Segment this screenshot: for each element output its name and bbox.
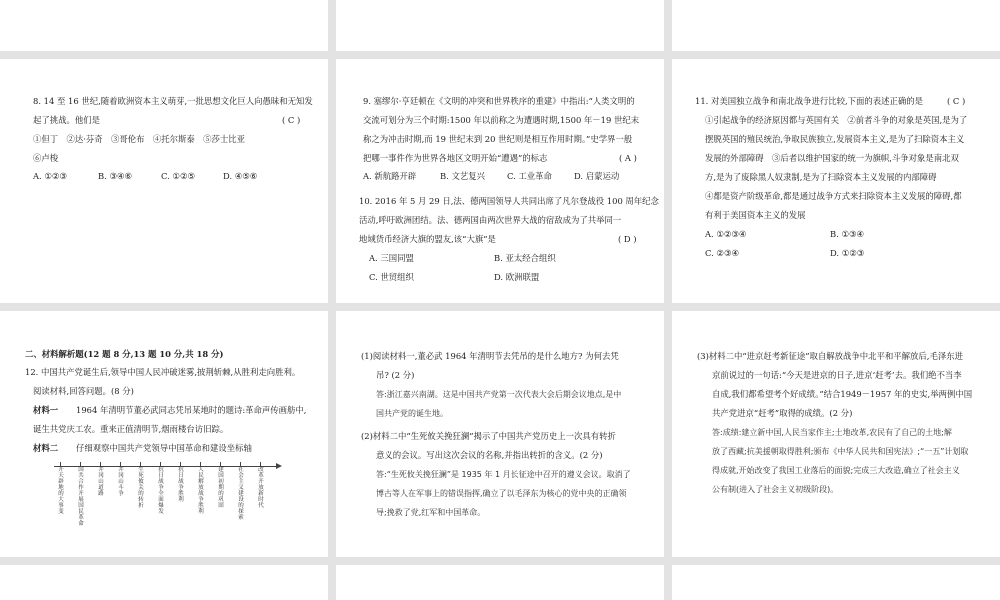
q11-line-6: ④都是资产阶级革命,都是通过战争方式来扫除资本主义发展的障碍,都 xyxy=(705,191,962,201)
page-card-top-right xyxy=(672,0,1000,51)
timeline-arrow-icon xyxy=(276,463,282,469)
q9-line-1: 9. 塞缪尔·亨廷顿在《文明的冲突和世界秩序的重建》中指出:“人类文明的 xyxy=(363,96,635,106)
q10-option-a: A. 三国同盟 xyxy=(369,253,414,263)
q10-option-b: B. 亚太经合组织 xyxy=(494,253,556,263)
sub3-answer-line-4: 公有制(进入了社会主义初级阶段)。 xyxy=(712,485,839,494)
q8-items-line-2: ⑥卢梭 xyxy=(33,153,59,163)
q10-line-2: 活动,呼吁欧洲团结。法、德两国由两次世界大战的宿敌成为了共举同一 xyxy=(359,215,622,225)
q8-line-2: 起了挑战。他们是 xyxy=(33,115,100,125)
q11-option-a: A. ①②③④ xyxy=(705,229,747,239)
q8-option-c: C. ①②⑤ xyxy=(161,171,195,181)
page-card-questions-9-10 xyxy=(336,59,664,303)
timeline-label: 改革开放新时代 xyxy=(258,467,264,509)
q10-answer: ( D ) xyxy=(618,234,637,244)
q8-option-d: D. ④⑤⑥ xyxy=(223,171,258,181)
q10-option-d: D. 欧洲联盟 xyxy=(494,272,540,282)
q11-line-5: 方,是为了废除黑人奴隶制,是为了扫除资本主义发展的内部障碍 xyxy=(705,172,937,182)
page-card-subquestion-3 xyxy=(672,311,1000,557)
page-card-question-12 xyxy=(0,311,328,557)
q10-line-3: 地域货币经济大旗的盟友,该“大旗”是 xyxy=(359,234,496,244)
q12-line-1: 12. 中国共产党诞生后,领导中国人民冲破迷雾,披荆斩棘,从胜利走向胜利。 xyxy=(25,367,301,377)
sub1-question-line-2: 吊? (2 分) xyxy=(376,370,415,380)
q10-option-c: C. 世贸组织 xyxy=(369,272,414,282)
q9-option-b: B. 文艺复兴 xyxy=(440,171,485,181)
material-1-line-2: 诞生共党庆工农。重来正值清明节,烟雨楼台访旧踪。 xyxy=(33,424,229,434)
sub1-answer-line-2: 国共产党的诞生地。 xyxy=(376,409,448,418)
q9-line-2: 交流可划分为三个时期:1500 年以前称之为遭遇时期,1500 年－19 世纪末 xyxy=(363,115,640,125)
page-card-question-11 xyxy=(672,59,1000,303)
page-card-top-middle xyxy=(336,0,664,51)
page-card-subquestions-1-2 xyxy=(336,311,664,557)
q9-option-c: C. 工业革命 xyxy=(507,171,552,181)
sub3-answer-line-1: 答:成绩:建立新中国,人民当家作主;土地改革,农民有了自己的土地;解 xyxy=(712,428,952,437)
sub2-question-line-2: 意义的会议。写出这次会议的名称,并指出转折的含义。(2 分) xyxy=(376,450,603,460)
q8-option-a: A. ①②③ xyxy=(33,171,67,181)
timeline-label: 生死攸关的转折 xyxy=(138,467,144,509)
sub2-answer-line-2: 博古等人在军事上的错误指挥,确立了以毛泽东为核心的党中央的正确领 xyxy=(376,489,627,498)
material-1-label: 材料一 xyxy=(33,405,59,415)
page-card-question-8 xyxy=(0,59,328,303)
q11-option-b: B. ①③④ xyxy=(830,229,865,239)
timeline-label: 开天辟地的大事变 xyxy=(58,467,64,515)
q11-line-2: ①引起战争的经济原因都与英国有关 ②前者斗争的对象是英国,是为了 xyxy=(705,115,968,125)
timeline-label: 国共合作开展国民革命 xyxy=(78,467,84,527)
sub2-answer-line-1: 答:“生死攸关挽狂澜”是 1935 年 1 月长征途中召开的遵义会议。取消了 xyxy=(376,470,631,479)
material-1-line-1: 1964 年清明节董必武同志凭吊某地时的题诗:革命声传画舫中, xyxy=(76,405,307,415)
material-2-label: 材料二 xyxy=(33,443,59,453)
sub3-question-line-2: 京前说过的一句话:“今天是进京的日子,进京‘赶考’去。我们绝不当李 xyxy=(712,370,962,380)
q12-line-2: 阅读材料,回答问题。(8 分) xyxy=(33,386,134,396)
sub3-question-line-1: (3)材料二中“进京赶考新征途”取自解放战争中北平和平解放后,毛泽东进 xyxy=(697,351,963,361)
sub2-question-line-1: (2)材料二中“生死攸关挽狂澜”揭示了中国共产党历史上一次具有转折 xyxy=(361,431,616,441)
section-2-heading: 二、材料解析题(12 题 8 分,13 题 10 分,共 18 分) xyxy=(25,349,224,359)
sub3-answer-line-3: 得成就,开始改变了我国工业落后的面貌;完成三大改造,确立了社会主义 xyxy=(712,466,960,475)
sub1-question-line-1: (1)阅读材料一,董必武 1964 年清明节去凭吊的是什么地方? 为何去凭 xyxy=(361,351,619,361)
sub2-answer-line-3: 导;挽救了党,红军和中国革命。 xyxy=(376,508,486,517)
q11-option-d: D. ①②③ xyxy=(830,248,865,258)
page-card-bottom-middle xyxy=(336,565,664,600)
sub3-answer-line-2: 放了西藏;抗美援朝取得胜利;颁布《中华人民共和国宪法》;“一五”计划取 xyxy=(712,447,969,456)
page-card-bottom-right xyxy=(672,565,1000,600)
timeline-label: 抗日战争全面爆发 xyxy=(158,467,164,515)
q11-line-3: 摆脱英国的殖民统治,争取民族独立,发展资本主义,是为了扫除资本主义 xyxy=(705,134,965,144)
timeline-label: 社会主义建设的探索 xyxy=(238,467,244,521)
timeline-label: 抗日战争胜利 xyxy=(178,467,184,503)
timeline-label: 井冈山道路 xyxy=(98,467,104,497)
q11-line-7: 有利于美国资本主义的发展 xyxy=(705,210,806,220)
q11-answer: ( C ) xyxy=(947,96,966,106)
q8-line-1: 8. 14 至 16 世纪,随着欧洲资本主义萌芽,一批思想文化巨人向愚昧和无知发 xyxy=(33,96,313,106)
q8-answer: ( C ) xyxy=(282,115,301,125)
sub1-answer-line-1: 答:浙江嘉兴南湖。这是中国共产党第一次代表大会后期会议地点,是中 xyxy=(376,390,622,399)
q8-option-b: B. ③④⑥ xyxy=(98,171,133,181)
q9-option-d: D. 启蒙运动 xyxy=(574,171,620,181)
q11-line-4: 发展的外部障碍 ③后者以维护国家的统一为旗帜,斗争对象是南北双 xyxy=(705,153,959,163)
q9-answer: ( A ) xyxy=(619,153,637,163)
q9-line-3: 称之为冲击时期,而 19 世纪末到 20 世纪则是相互作用时期。”史学界一般 xyxy=(363,134,633,144)
q9-line-4: 把哪一事件作为世界各地区文明开始“遭遇”的标志 xyxy=(363,153,548,163)
timeline-label: 建国初期的巩固 xyxy=(218,467,224,509)
q11-line-1: 11. 对美国独立战争和南北战争进行比较,下面的表述正确的是 xyxy=(695,96,924,106)
q8-items-line-1: ①但丁 ②达·芬奇 ③哥伦布 ④托尔斯泰 ⑤莎士比亚 xyxy=(33,134,246,144)
page-card-top-left xyxy=(0,0,328,51)
sub3-question-line-4: 共产党进京“赶考”取得的成绩。(2 分) xyxy=(712,408,853,418)
timeline-label: 人民解放战争胜利 xyxy=(198,467,204,515)
q9-option-a: A. 新航路开辟 xyxy=(363,171,417,181)
timeline-label: 井冈山斗争 xyxy=(118,467,124,497)
page-card-bottom-left xyxy=(0,565,328,600)
q10-line-1: 10. 2016 年 5 月 29 日,法、德两国领导人共同出席了凡尔登战役 100 周年纪念 xyxy=(359,196,659,206)
sub3-question-line-3: 自成,我们都希望考个好成绩。”结合1949－1957 年的史实,举两例中国 xyxy=(712,389,973,399)
material-2-text: 仔细观察中国共产党领导中国革命和建设坐标轴 xyxy=(76,443,252,453)
q11-option-c: C. ②③④ xyxy=(705,248,739,258)
